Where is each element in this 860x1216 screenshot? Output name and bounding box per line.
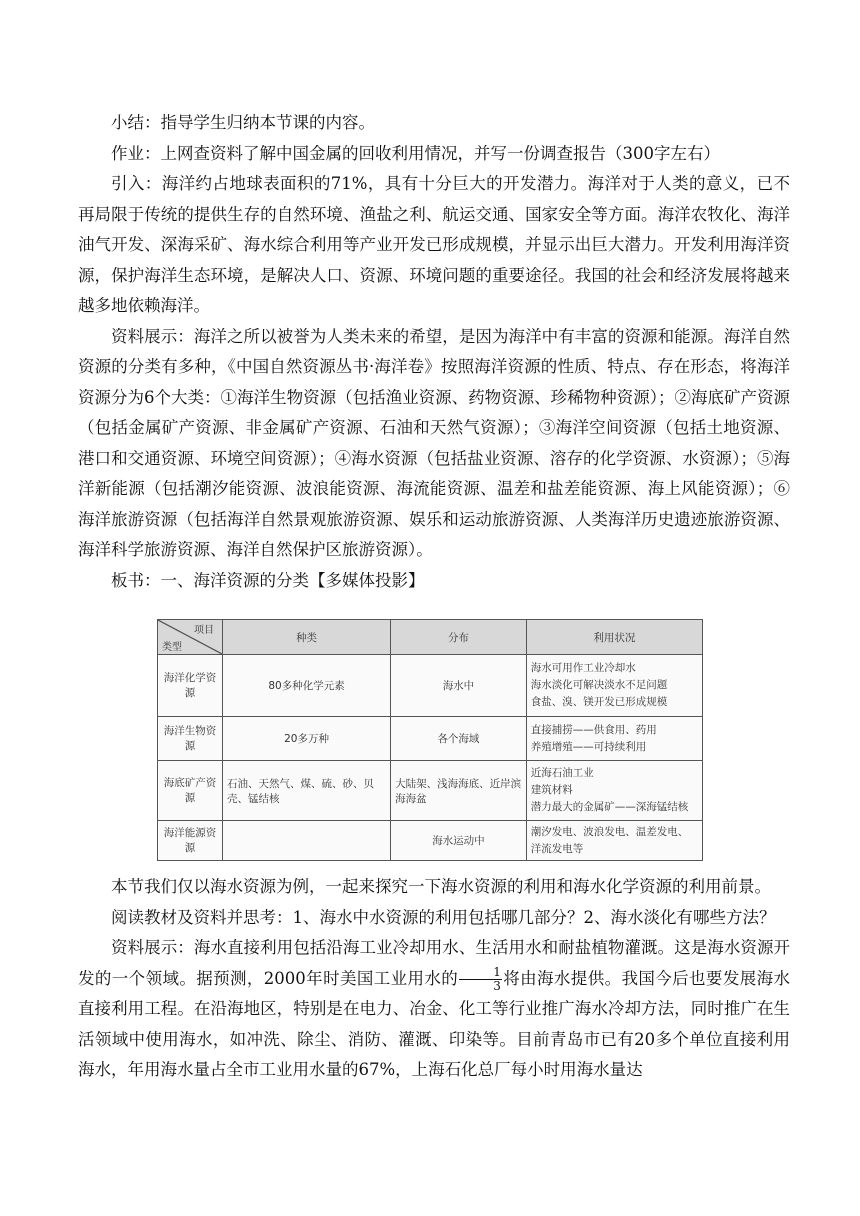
usage-line: 直接捕捞——供食用、药用 xyxy=(530,723,657,736)
cell-distribution: 海水运动中 xyxy=(391,821,527,861)
fraction-one-third xyxy=(459,966,502,993)
cell-kind: 20多万种 xyxy=(223,717,391,761)
corner-label-type: 类型 xyxy=(162,642,182,653)
cell-type: 海洋生物资源 xyxy=(158,717,223,761)
cell-type: 海洋能源资源 xyxy=(158,821,223,861)
fraction-denominator: 3 xyxy=(493,978,501,993)
usage-line: 潜力最大的金属矿——深海锰结核 xyxy=(530,801,689,813)
usage-line: 近海石油工业 xyxy=(530,767,594,779)
cell-usage xyxy=(526,717,702,761)
cell-kind: 石油、天然气、煤、硫、砂、贝壳、锰结核 xyxy=(223,761,391,821)
table-corner-cell xyxy=(158,620,223,655)
question-paragraph: 阅读教材及资料并思考：1、海水中水资源的利用包括哪几部分？2、海水淡化有哪些方法？ xyxy=(111,907,776,927)
cell-distribution: 各个海域 xyxy=(391,717,527,761)
summary-paragraph: 小结：指导学生归纳本节课的内容。 xyxy=(111,113,375,132)
table-row xyxy=(158,655,703,717)
example-paragraph: 本节我们仅以海水资源为例，一起来探究一下海水资源的利用和海水化学资源的利用前景。 xyxy=(111,877,771,896)
header-distribution: 分布 xyxy=(391,620,527,655)
cell-distribution: 大陆架、浅海海底、近岸滨海海盆 xyxy=(391,761,527,821)
cell-kind: 80多种化学元素 xyxy=(223,655,391,717)
usage-line: 海水可用作工业冷却水 xyxy=(530,662,636,674)
cell-type: 海底矿产资源 xyxy=(158,761,223,821)
cell-usage xyxy=(526,761,702,821)
cell-usage xyxy=(526,821,702,861)
usage-line: 建筑材料 xyxy=(530,784,573,796)
board-paragraph: 板书：一、海洋资源的分类【多媒体投影】 xyxy=(111,570,425,590)
direct-use-text-b: 将由海水提供。我国今后也要发展海水直接利用工程。在沿海地区，特别是在电力、冶金、化工等行业推广海水冷却方法，同时推广在生活领域中使用海水，如冲洗、除尘、消防、灌溉、印染等。目前青岛市已有20多个单位直接利用海水，年用海水量占全市工业用水量的67%，上海石化总厂每小时用海水量达 xyxy=(78,968,790,1079)
resource-classification-table xyxy=(157,619,703,859)
corner-label-item: 项目 xyxy=(194,625,214,636)
fraction-numerator: 1 xyxy=(459,966,502,980)
direct-use-text-a: 资料展示：海水直接利用包括沿海工业冷却用水、生活用水和耐盐植物灌溉。这是海水资源开发的一个领域。据预测，2000年时美国工业用水的 xyxy=(78,938,790,988)
table-row xyxy=(158,821,703,861)
table-row xyxy=(158,761,703,821)
intro-paragraph: 引入：海洋约占地球表面积的71%，具有十分巨大的开发潜力。海洋对于人类的意义，已不再局限于传统的提供生存的自然环境、渔盐之利、航运交通、国家安全等方面。海洋农牧化、海洋油气开发、深海采矿、海水综合利用等产业开发已形成规模，并显示出巨大潜力。开发利用海洋资源，保护海洋生态环境，是解决人口、资源、环境问题的重要途径。我国的社会和经济发展将越来越多地依赖海洋。 xyxy=(78,174,790,315)
header-kind: 种类 xyxy=(223,620,391,655)
cell-distribution: 海水中 xyxy=(391,655,527,717)
header-usage: 利用状况 xyxy=(526,620,702,655)
document-body-continued xyxy=(78,872,790,1086)
usage-line: 海水淡化可解决淡水不足问题 xyxy=(530,679,668,691)
direct-use-paragraph xyxy=(78,933,790,1086)
usage-line: 食盐、溴、镁开发已形成规模 xyxy=(530,696,668,708)
usage-line: 养殖增殖——可持续利用 xyxy=(530,740,647,753)
cell-type: 海洋化学资源 xyxy=(158,655,223,717)
cell-usage xyxy=(526,655,702,717)
material-paragraph: 资料展示：海洋之所以被誉为人类未来的希望，是因为海洋中有丰富的资源和能源。海洋自然资源的分类有多种，《中国自然资源丛书·海洋卷》按照海洋资源的性质、特点、存在形态，将海洋资源分为6个大类：①海洋生物资源（包括渔业资源、药物资源、珍稀物种资源）；②海底矿产资源（包括金属矿产资源、非金属矿产资源、石油和天然气资源）；③海洋空间资源（包括土地资源、港口和交通资源、环境空间资源）；④海水资源（包括盐业资源、溶存的化学资源、水资源）；⑤海洋新能源（包括潮汐能资源、波浪能资源、海流能资源、温差和盐差能资源、海上风能资源）；⑥海洋旅游资源（包括海洋自然景观旅游资源、娱乐和运动旅游资源、人类海洋历史遗迹旅游资源、海洋科学旅游资源、海洋自然保护区旅游资源）。 xyxy=(78,326,790,559)
document-body xyxy=(78,108,790,596)
cell-kind xyxy=(223,821,391,861)
usage-line: 潮汐发电、波浪发电、温差发电、洋流发电等 xyxy=(530,825,689,855)
table-image xyxy=(157,619,703,861)
homework-paragraph: 作业：上网查资料了解中国金属的回收利用情况，并写一份调查报告（300字左右） xyxy=(111,143,720,163)
table-row xyxy=(158,717,703,761)
